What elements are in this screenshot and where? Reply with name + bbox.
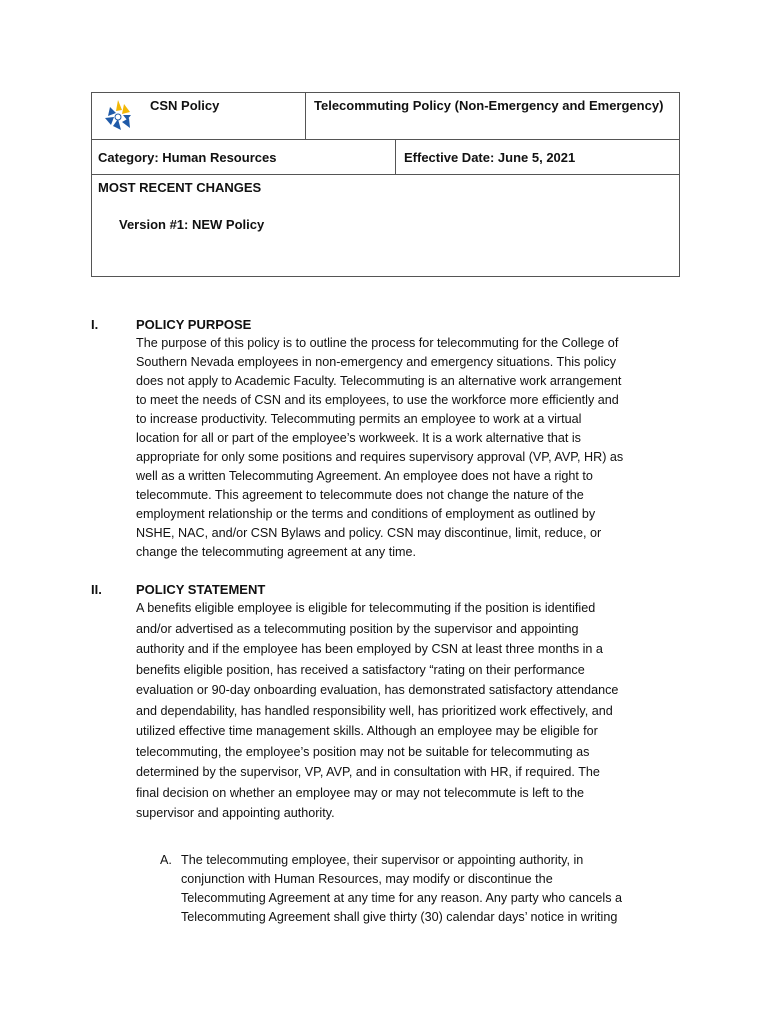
paragraph-line: and/or advertised as a telecommuting position by the supervisor and appointing [136,621,579,636]
header-cell-recent-changes [92,175,679,277]
paragraph-line: appropriate for only some positions and requires supervisory approval (VP, AVP, HR) as [136,450,624,464]
paragraph-line: change the telecommuting agreement at any time. [136,545,417,559]
paragraph-line: NSHE, NAC, and/or CSN Bylaws and policy. CSN may discontinue, limit, reduce, or [136,526,602,540]
policy-category: Category: Human Resources [98,150,277,165]
section-number: I. [91,317,99,332]
paragraph-line: telecommute. This agreement to telecommute does not change the nature of the [136,488,584,502]
paragraph-line: The purpose of this policy is to outline the process for telecommuting for the College of [136,336,619,350]
paragraph-line: well as a written Telecommuting Agreement. An employee does not have a right to [136,469,593,483]
section-paragraph [136,334,684,562]
paragraph-line: evaluation or 90-day onboarding evaluation, has demonstrated satisfactory attendance [136,683,619,697]
paragraph-line: benefits eligible position, has received a satisfactory “rating on their performance [136,662,585,677]
paragraph-line: Southern Nevada employees in non-emergency and emergency situations. This policy [136,355,616,369]
section-heading: POLICY STATEMENT [136,582,266,597]
paragraph-line: final decision on whether an employee may or may not telecommute is left to the [136,785,585,800]
paragraph-line: location for all or part of the employee’s workweek. It is a work alternative that is [136,431,581,445]
paragraph-line: authority and if the employee has been employed by CSN at least three months in a [136,642,603,656]
policy-label: CSN Policy [150,98,220,113]
paragraph-line: does not apply to Academic Faculty. Telecommuting is an alternative work arrangement [136,374,622,388]
header-cell-title [306,93,679,140]
paragraph-line: to meet the needs of CSN and its employees, to use the workforce more efficiently and [136,393,619,407]
paragraph-line: supervisor and appointing authority. [136,806,335,820]
section-paragraph [136,598,684,824]
paragraph-line: determined by the supervisor, VP, AVP, and in consultation with HR, if required. The [136,765,600,779]
paragraph-line: A benefits eligible employee is eligible for telecommuting if the position is identified [136,601,596,615]
paragraph-line: Telecommuting Agreement at any time for any reason. Any party who cancels a [181,891,623,905]
version-note: Version #1: NEW Policy [119,217,265,232]
header-cell-effective-date [396,140,679,175]
paragraph-line: conjunction with Human Resources, may modify or discontinue the [181,872,553,886]
header-cell-policy [92,93,306,140]
subitem-label: A. [160,853,172,867]
paragraph-line: Telecommuting Agreement shall give thirty (30) calendar days’ notice in writing [181,910,618,924]
policy-title: Telecommuting Policy (Non-Emergency and Emergency) [314,98,664,113]
header-cell-category [92,140,396,175]
section-heading: POLICY PURPOSE [136,317,252,332]
subitem-paragraph [181,851,681,927]
effective-date: Effective Date: June 5, 2021 [404,150,576,165]
recent-changes-heading: MOST RECENT CHANGES [98,180,262,195]
policy-header-table [91,92,680,277]
paragraph-line: utilized effective time management skills. Although an employee may be eligible for [136,724,598,738]
csn-logo-icon [103,98,133,136]
paragraph-line: to increase productivity. Telecommuting permits an employee to work at a virtual [136,412,582,426]
paragraph-line: telecommuting, the employee’s position may not be suitable for telecommuting as [136,744,590,759]
paragraph-line: employment relationship or the terms and conditions of employment as outlined by [136,507,596,521]
paragraph-line: and dependability, has handled responsibility well, has prioritized work effectively, and [136,703,613,718]
section-number: II. [91,582,102,597]
paragraph-line: The telecommuting employee, their supervisor or appointing authority, in [181,853,584,867]
